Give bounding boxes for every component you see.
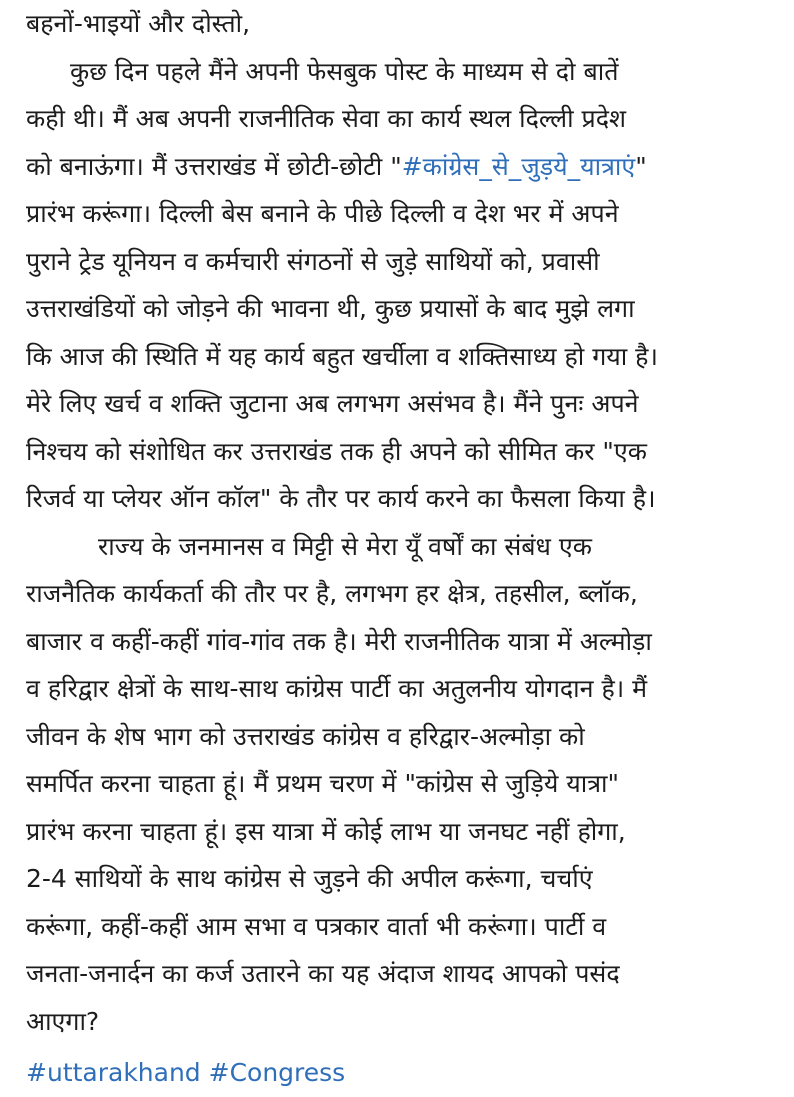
paragraph-line: कि आज की स्थिति में यह कार्य बहुत खर्चीला व शक्तिसाध्य हो गया है। bbox=[26, 341, 658, 371]
paragraph-line: पुराने ट्रेड यूनियन व कर्मचारी संगठनों से जुड़े साथियों को, प्रवासी bbox=[26, 246, 600, 276]
paragraph-line: 2-4 साथियों के साथ कांग्रेस से जुड़ने की अपील करूंगा, चर्चाएं bbox=[26, 864, 593, 893]
paragraph-1 bbox=[26, 48, 786, 523]
paragraph-line: बाजार व कहीं-कहीं गांव-गांव तक है। मेरी राजनीतिक यात्रा में अल्मोड़ा bbox=[26, 626, 652, 656]
paragraph-line: निश्चय को संशोधित कर उत्तराखंड तक ही अपने को सीमित कर "एक bbox=[26, 436, 647, 466]
paragraph-line: उत्तराखंडियों को जोड़ने की भावना थी, कुछ प्रयासों के बाद मुझे लगा bbox=[26, 294, 635, 323]
hashtag-list bbox=[26, 1049, 786, 1097]
paragraph-line: मेरे लिए खर्च व शक्ति जुटाना अब लगभग असंभव है। मैंने पुनः अपने bbox=[26, 389, 639, 418]
paragraph-line: करूंगा, कहीं-कहीं आम सभा व पत्रकार वार्ता भी करूंगा। पार्टी व bbox=[26, 911, 607, 941]
paragraph-line: राज्य के जनमानस व मिट्टी से मेरा यूँ वर्षों का संबंध एक bbox=[98, 531, 592, 561]
paragraph-line: समर्पित करना चाहता हूं। मैं प्रथम चरण में "कांग्रेस से जुड़िये यात्रा" bbox=[26, 769, 620, 798]
paragraph-line: राजनैतिक कार्यकर्ता की तौर पर है, लगभग हर क्षेत्र, तहसील, ब्लॉक, bbox=[26, 579, 638, 608]
greeting: बहनों-भाइयों और दोस्तो, bbox=[26, 9, 251, 38]
paragraph-line: व हरिद्वार क्षेत्रों के साथ-साथ कांग्रेस पार्टी का अतुलनीय योगदान है। मैं bbox=[26, 674, 648, 703]
hashtag-link[interactable]: #Congress bbox=[208, 1058, 346, 1087]
paragraph-line: कुछ दिन पहले मैंने अपनी फेसबुक पोस्ट के माध्यम से दो बातें bbox=[70, 56, 619, 86]
post-body bbox=[26, 0, 786, 1097]
paragraph-line-with-hashtag bbox=[26, 143, 786, 191]
paragraph-line: आएगा? bbox=[26, 1006, 100, 1036]
paragraph-line: प्रारंभ करना चाहता हूं। इस यात्रा में कोई लाभ या जनघट नहीं होगा, bbox=[26, 816, 626, 846]
paragraph-line: रिजर्व या प्लेयर ऑन कॉल" के तौर पर कार्य करने का फैसला किया है। bbox=[26, 484, 656, 513]
paragraph-line: प्रारंभ करूंगा। दिल्ली बेस बनाने के पीछे दिल्ली व देश भर में अपने bbox=[26, 199, 619, 228]
paragraph-line: जीवन के शेष भाग को उत्तराखंड कांग्रेस व हरिद्वार-अल्मोड़ा को bbox=[26, 721, 585, 751]
paragraph-text: को बनाऊंगा। मैं उत्तराखंड में छोटी-छोटी " bbox=[26, 151, 402, 181]
paragraph-text: " bbox=[635, 151, 647, 181]
paragraph-2 bbox=[26, 523, 786, 1046]
hashtag-link[interactable]: #uttarakhand bbox=[26, 1058, 201, 1087]
paragraph-line: जनता-जनार्दन का कर्ज उतारने का यह अंदाज शायद आपको पसंद bbox=[26, 959, 620, 988]
inline-hashtag-link[interactable]: #कांग्रेस_से_जुड़ये_यात्राएं bbox=[401, 151, 636, 181]
paragraph-line: कही थी। मैं अब अपनी राजनीतिक सेवा का कार्य स्थल दिल्ली प्रदेश bbox=[26, 104, 627, 133]
